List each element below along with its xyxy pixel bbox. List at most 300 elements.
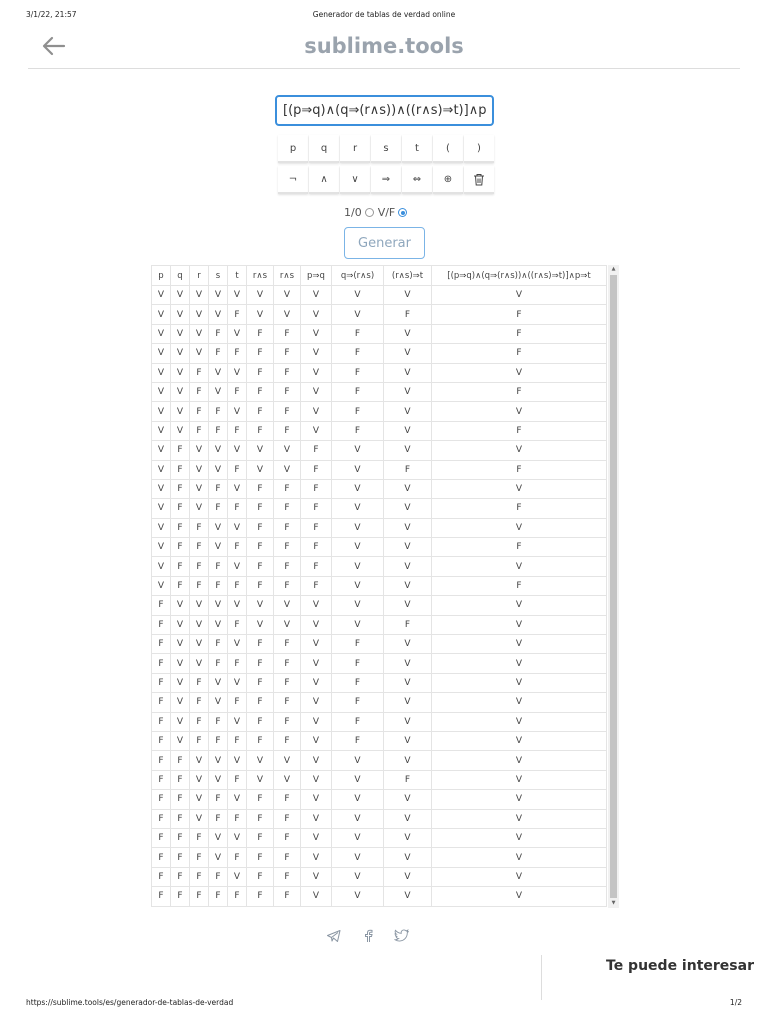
table-cell: V — [432, 712, 607, 731]
table-cell: F — [301, 499, 332, 518]
table-cell: V — [432, 635, 607, 654]
table-cell: V — [274, 751, 301, 770]
key-iff[interactable]: ⇔ — [402, 166, 432, 194]
table-cell: F — [432, 576, 607, 595]
table-row — [152, 828, 607, 847]
table-cell: F — [247, 421, 274, 440]
table-cell: V — [384, 421, 432, 440]
table-cell: V — [171, 596, 190, 615]
table-cell: V — [384, 479, 432, 498]
print-title: Generador de tablas de verdad online — [312, 10, 456, 19]
table-cell: V — [171, 615, 190, 634]
table-cell: V — [228, 635, 247, 654]
table-cell: F — [152, 867, 171, 886]
table-cell: F — [171, 499, 190, 518]
table-cell: V — [228, 751, 247, 770]
table-cell: V — [209, 460, 228, 479]
table-cell: F — [332, 402, 384, 421]
table-cell: F — [171, 441, 190, 460]
table-cell: V — [332, 286, 384, 305]
table-cell: V — [152, 518, 171, 537]
print-footer — [26, 998, 742, 1010]
scroll-up-arrow-icon[interactable]: ▲ — [611, 266, 616, 272]
table-cell: F — [152, 712, 171, 731]
table-cell: F — [190, 712, 209, 731]
table-cell: F — [152, 615, 171, 634]
table-cell: F — [384, 460, 432, 479]
table-cell: V — [171, 693, 190, 712]
table-cell: V — [209, 673, 228, 692]
column-header: q⇒(r∧s) — [332, 266, 384, 286]
telegram-icon[interactable] — [326, 928, 342, 944]
table-cell: F — [247, 887, 274, 906]
table-cell: V — [301, 731, 332, 750]
table-row — [152, 324, 607, 343]
column-header: p⇒q — [301, 266, 332, 286]
table-row — [152, 344, 607, 363]
table-cell: V — [228, 557, 247, 576]
table-cell: F — [301, 441, 332, 460]
table-cell: F — [247, 693, 274, 712]
table-cell: V — [274, 305, 301, 324]
scroll-thumb[interactable] — [610, 275, 617, 898]
table-row — [152, 402, 607, 421]
table-cell: F — [384, 770, 432, 789]
table-cell: F — [209, 867, 228, 886]
table-cell: F — [171, 479, 190, 498]
table-cell: F — [274, 538, 301, 557]
table-cell: F — [432, 305, 607, 324]
table-cell: F — [228, 887, 247, 906]
table-cell: V — [152, 576, 171, 595]
table-cell: F — [332, 654, 384, 673]
output-mode — [344, 206, 411, 219]
table-cell: V — [152, 421, 171, 440]
table-cell: F — [274, 635, 301, 654]
table-row — [152, 790, 607, 809]
table-row — [152, 654, 607, 673]
table-cell: F — [274, 499, 301, 518]
table-cell: V — [384, 557, 432, 576]
table-cell: V — [228, 828, 247, 847]
table-cell: V — [209, 363, 228, 382]
table-cell: V — [152, 382, 171, 401]
table-cell: F — [171, 790, 190, 809]
table-cell: F — [152, 693, 171, 712]
table-cell: F — [152, 731, 171, 750]
table-cell: F — [332, 712, 384, 731]
table-cell: F — [432, 344, 607, 363]
table-cell: V — [384, 790, 432, 809]
table-cell: V — [432, 286, 607, 305]
table-cell: V — [301, 770, 332, 789]
table-cell: F — [190, 557, 209, 576]
share-links — [326, 928, 410, 944]
table-cell: V — [301, 654, 332, 673]
mode-vf-radio[interactable] — [398, 208, 407, 217]
table-cell: V — [432, 790, 607, 809]
table-cell: V — [332, 809, 384, 828]
table-cell: F — [274, 479, 301, 498]
table-scrollbar[interactable] — [608, 265, 619, 908]
table-cell: V — [247, 305, 274, 324]
table-cell: V — [384, 751, 432, 770]
table-cell: V — [384, 499, 432, 518]
table-row — [152, 538, 607, 557]
table-cell: F — [247, 402, 274, 421]
table-cell: V — [228, 363, 247, 382]
print-header — [26, 10, 742, 22]
table-cell: V — [152, 538, 171, 557]
table-cell: F — [301, 460, 332, 479]
table-cell: V — [384, 731, 432, 750]
scroll-down-arrow-icon[interactable]: ▼ — [611, 900, 616, 906]
twitter-icon[interactable] — [394, 928, 410, 944]
table-cell: F — [274, 693, 301, 712]
table-cell: V — [301, 286, 332, 305]
table-cell: F — [247, 731, 274, 750]
table-cell: F — [274, 402, 301, 421]
key-or[interactable]: ∨ — [340, 166, 370, 194]
table-cell: F — [171, 538, 190, 557]
table-cell: F — [274, 557, 301, 576]
table-cell: F — [209, 887, 228, 906]
keypad-row-operators — [278, 166, 495, 194]
table-cell: V — [432, 751, 607, 770]
table-cell: V — [209, 828, 228, 847]
table-cell: V — [301, 344, 332, 363]
table-cell: F — [274, 828, 301, 847]
table-cell: V — [152, 286, 171, 305]
table-cell: F — [247, 363, 274, 382]
table-cell: V — [332, 441, 384, 460]
table-cell: V — [171, 305, 190, 324]
table-cell: V — [301, 867, 332, 886]
table-cell: V — [171, 731, 190, 750]
table-cell: V — [384, 363, 432, 382]
table-row — [152, 363, 607, 382]
table-cell: V — [384, 848, 432, 867]
table-cell: V — [171, 324, 190, 343]
table-cell: F — [171, 848, 190, 867]
table-row — [152, 576, 607, 595]
key-xor[interactable]: ⊕ — [433, 166, 463, 194]
table-cell: V — [332, 828, 384, 847]
key-and[interactable]: ∧ — [309, 166, 339, 194]
table-cell: V — [171, 421, 190, 440]
table-cell: V — [247, 751, 274, 770]
table-cell: V — [332, 770, 384, 789]
table-header-row — [152, 266, 607, 286]
column-header: r — [190, 266, 209, 286]
table-cell: V — [332, 557, 384, 576]
table-row — [152, 460, 607, 479]
table-cell: F — [152, 654, 171, 673]
table-cell: F — [247, 576, 274, 595]
table-cell: V — [301, 848, 332, 867]
table-cell: F — [301, 518, 332, 537]
table-cell: F — [209, 557, 228, 576]
table-cell: F — [332, 693, 384, 712]
mode-binary-radio[interactable] — [365, 208, 374, 217]
table-cell: V — [432, 557, 607, 576]
table-cell: F — [190, 518, 209, 537]
table-cell: V — [432, 363, 607, 382]
mode-vf-label: V/F — [377, 206, 396, 219]
table-cell: F — [332, 421, 384, 440]
table-cell: V — [301, 615, 332, 634]
table-cell: F — [432, 324, 607, 343]
table-cell: F — [190, 421, 209, 440]
column-header: (r∧s)⇒t — [384, 266, 432, 286]
table-cell: F — [190, 828, 209, 847]
table-cell: F — [228, 848, 247, 867]
table-cell: F — [171, 518, 190, 537]
table-cell: V — [301, 421, 332, 440]
column-header: r∧s — [274, 266, 301, 286]
table-cell: F — [152, 673, 171, 692]
table-cell: V — [301, 887, 332, 906]
table-cell: V — [228, 867, 247, 886]
table-cell: F — [190, 402, 209, 421]
table-cell: V — [432, 518, 607, 537]
table-cell: V — [332, 790, 384, 809]
table-cell: V — [152, 363, 171, 382]
table-cell: F — [228, 731, 247, 750]
table-cell: V — [190, 615, 209, 634]
table-cell: V — [228, 441, 247, 460]
table-cell: V — [432, 654, 607, 673]
table-cell: V — [432, 828, 607, 847]
table-cell: F — [274, 790, 301, 809]
facebook-icon[interactable] — [360, 928, 376, 944]
table-cell: F — [228, 693, 247, 712]
key-q[interactable]: q — [309, 135, 339, 163]
table-cell: F — [171, 557, 190, 576]
key-close-paren[interactable]: ) — [464, 135, 494, 163]
table-cell: V — [384, 635, 432, 654]
table-row — [152, 867, 607, 886]
table-cell: F — [209, 576, 228, 595]
table-cell: V — [332, 499, 384, 518]
table-cell: F — [209, 344, 228, 363]
table-cell: V — [171, 712, 190, 731]
table-cell: F — [274, 654, 301, 673]
table-row — [152, 712, 607, 731]
table-cell: F — [209, 324, 228, 343]
key-p[interactable]: p — [278, 135, 308, 163]
table-row — [152, 421, 607, 440]
table-cell: V — [190, 479, 209, 498]
table-cell: F — [152, 848, 171, 867]
table-cell: F — [274, 421, 301, 440]
key-s[interactable]: s — [371, 135, 401, 163]
table-cell: F — [247, 654, 274, 673]
table-cell: V — [209, 382, 228, 401]
table-cell: F — [332, 324, 384, 343]
table-row — [152, 635, 607, 654]
table-cell: V — [384, 402, 432, 421]
related-section-title: Te puede interesar — [606, 958, 754, 974]
table-cell: F — [274, 809, 301, 828]
table-cell: F — [247, 828, 274, 847]
table-row — [152, 731, 607, 750]
table-cell: F — [247, 538, 274, 557]
navbar — [28, 24, 740, 69]
table-cell: F — [152, 770, 171, 789]
key-implies[interactable]: ⇒ — [371, 166, 401, 194]
table-cell: V — [432, 673, 607, 692]
table-cell: F — [301, 538, 332, 557]
table-cell: F — [209, 635, 228, 654]
table-cell: V — [228, 286, 247, 305]
table-cell: F — [228, 421, 247, 440]
table-cell: V — [301, 693, 332, 712]
table-cell: V — [171, 402, 190, 421]
table-cell: F — [209, 712, 228, 731]
trash-icon — [473, 173, 485, 186]
key-delete[interactable] — [464, 166, 494, 194]
table-cell: V — [384, 596, 432, 615]
table-cell: V — [209, 751, 228, 770]
table-cell: F — [432, 460, 607, 479]
table-cell: V — [432, 848, 607, 867]
table-cell: F — [384, 615, 432, 634]
table-cell: V — [228, 712, 247, 731]
table-cell: V — [432, 731, 607, 750]
table-cell: V — [301, 402, 332, 421]
table-cell: F — [171, 770, 190, 789]
table-cell: F — [228, 770, 247, 789]
table-cell: F — [190, 887, 209, 906]
truth-table — [151, 265, 607, 907]
table-cell: V — [384, 441, 432, 460]
expression-input[interactable] — [275, 95, 494, 126]
table-row — [152, 479, 607, 498]
table-cell: V — [190, 654, 209, 673]
table-cell: V — [384, 654, 432, 673]
table-cell: F — [247, 809, 274, 828]
table-cell: V — [432, 596, 607, 615]
table-cell: V — [152, 402, 171, 421]
table-cell: V — [384, 576, 432, 595]
aside-divider — [541, 955, 542, 1000]
table-cell: F — [247, 344, 274, 363]
keypad — [278, 135, 495, 197]
table-cell: V — [247, 441, 274, 460]
table-cell: V — [228, 518, 247, 537]
table-cell: F — [332, 382, 384, 401]
table-cell: F — [274, 731, 301, 750]
table-row — [152, 557, 607, 576]
table-row — [152, 382, 607, 401]
table-cell: V — [190, 596, 209, 615]
table-cell: V — [301, 712, 332, 731]
table-cell: F — [274, 867, 301, 886]
table-cell: F — [171, 809, 190, 828]
table-cell: V — [301, 673, 332, 692]
table-cell: F — [274, 363, 301, 382]
column-header: [(p⇒q)∧(q⇒(r∧s))∧((r∧s)⇒t)]∧p⇒t — [432, 266, 607, 286]
table-cell: V — [190, 499, 209, 518]
table-row — [152, 693, 607, 712]
table-row — [152, 887, 607, 906]
print-url: https://sublime.tools/es/generador-de-tablas-de-verdad — [26, 998, 234, 1007]
table-cell: F — [274, 576, 301, 595]
table-cell: V — [152, 479, 171, 498]
table-cell: V — [432, 441, 607, 460]
print-page-number: 1/2 — [729, 998, 742, 1007]
table-cell: V — [432, 867, 607, 886]
table-cell: F — [274, 324, 301, 343]
table-cell: F — [432, 538, 607, 557]
table-cell: F — [152, 887, 171, 906]
table-cell: V — [301, 828, 332, 847]
table-body — [152, 286, 607, 907]
generate-button[interactable]: Generar — [344, 227, 425, 259]
table-cell: F — [247, 673, 274, 692]
table-cell: F — [247, 479, 274, 498]
table-cell: F — [228, 305, 247, 324]
table-cell: V — [301, 635, 332, 654]
mode-binary-label: 1/0 — [344, 206, 362, 219]
table-cell: V — [301, 305, 332, 324]
table-cell: F — [209, 731, 228, 750]
key-r[interactable]: r — [340, 135, 370, 163]
table-cell: F — [301, 557, 332, 576]
key-open-paren[interactable]: ( — [433, 135, 463, 163]
table-cell: V — [384, 828, 432, 847]
table-cell: F — [332, 731, 384, 750]
table-cell: V — [152, 344, 171, 363]
table-row — [152, 770, 607, 789]
table-cell: F — [190, 576, 209, 595]
table-cell: V — [209, 596, 228, 615]
table-cell: V — [152, 499, 171, 518]
table-cell: V — [301, 751, 332, 770]
table-cell: V — [332, 887, 384, 906]
table-cell: F — [190, 693, 209, 712]
table-cell: F — [274, 887, 301, 906]
table-cell: F — [228, 499, 247, 518]
table-cell: V — [432, 809, 607, 828]
table-cell: V — [209, 848, 228, 867]
table-cell: F — [190, 538, 209, 557]
table-cell: F — [247, 790, 274, 809]
table-cell: F — [190, 867, 209, 886]
table-cell: V — [384, 538, 432, 557]
table-cell: V — [332, 867, 384, 886]
table-cell: F — [247, 867, 274, 886]
key-t[interactable]: t — [402, 135, 432, 163]
table-cell: V — [228, 479, 247, 498]
table-cell: V — [190, 635, 209, 654]
table-cell: F — [228, 615, 247, 634]
table-cell: F — [209, 809, 228, 828]
table-cell: V — [152, 305, 171, 324]
brand-logo[interactable]: sublime.tools — [304, 34, 464, 58]
table-cell: V — [432, 479, 607, 498]
key-not[interactable]: ¬ — [278, 166, 308, 194]
table-cell: V — [332, 576, 384, 595]
table-cell: V — [171, 344, 190, 363]
table-cell: V — [301, 363, 332, 382]
table-cell: V — [274, 441, 301, 460]
table-cell: F — [209, 654, 228, 673]
table-cell: V — [332, 538, 384, 557]
column-header: s — [209, 266, 228, 286]
table-cell: F — [384, 305, 432, 324]
